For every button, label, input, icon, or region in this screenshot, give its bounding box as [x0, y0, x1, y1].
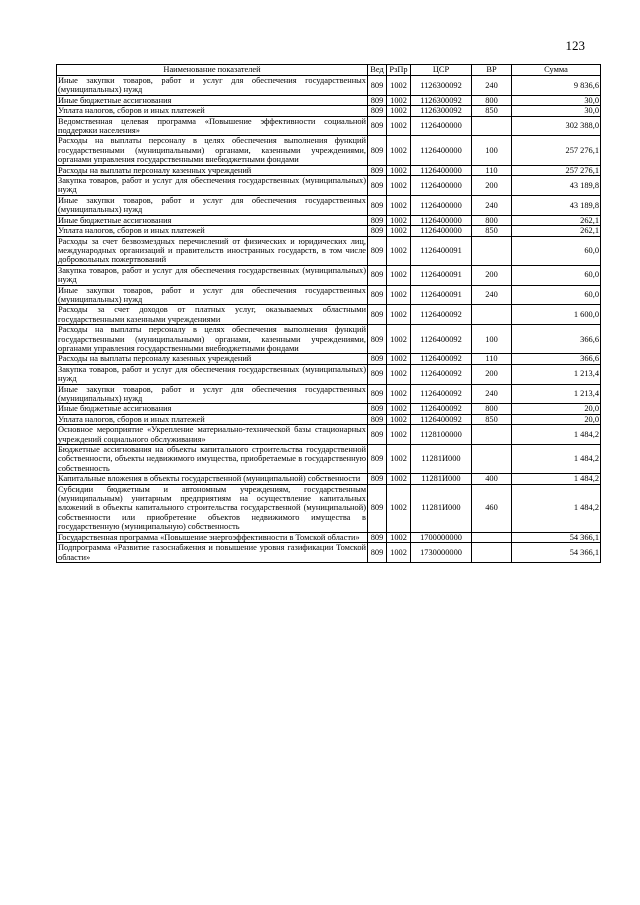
- table-row: [57, 484, 601, 532]
- cell-name: Закупка товаров, работ и услуг для обеспечения государственных (муниципальных) нужд: [58, 364, 366, 384]
- cell-vr: [472, 236, 512, 265]
- cell-csr: 1126400000: [411, 226, 472, 236]
- budget-table: [56, 64, 601, 563]
- table-row: [57, 305, 601, 325]
- header-name: Наименование показателей: [57, 65, 368, 76]
- cell-rzpr: 1002: [387, 106, 411, 116]
- table-row: [57, 116, 601, 136]
- cell-name: Уплата налогов, сборов и иных платежей: [57, 414, 368, 424]
- cell-ved: 809: [368, 215, 387, 225]
- cell-sum: 60,0: [512, 265, 601, 285]
- cell-sum: 30,0: [512, 95, 601, 105]
- cell-vr: 460: [472, 484, 512, 532]
- cell-csr: 1126300092: [411, 76, 472, 96]
- cell-rzpr: 1002: [387, 226, 411, 236]
- table-row: [57, 236, 601, 265]
- cell-sum: 60,0: [512, 285, 601, 305]
- cell-name: Иные закупки товаров, работ и услуг для обеспечения государственных (муниципальных) нужд: [58, 195, 366, 215]
- cell-vr: [472, 445, 512, 474]
- cell-rzpr: 1002: [387, 136, 411, 165]
- cell-sum: 1 213,4: [512, 364, 601, 384]
- cell-sum: 43 189,8: [512, 176, 601, 196]
- cell-rzpr: 1002: [387, 95, 411, 105]
- cell-rzpr: 1002: [387, 425, 411, 445]
- cell-vr: [472, 543, 512, 563]
- header-rzpr: РзПр: [387, 65, 411, 76]
- table-row: [57, 226, 601, 236]
- cell-rzpr: 1002: [387, 354, 411, 364]
- cell-rzpr: 1002: [387, 236, 411, 265]
- cell-ved: 809: [368, 404, 387, 414]
- cell-name: Иные закупки товаров, работ и услуг для обеспечения государственных (муниципальных) нужд: [58, 285, 366, 304]
- page-number: 123: [565, 38, 585, 53]
- cell-vr: 200: [472, 176, 512, 196]
- cell-ved: 809: [368, 285, 387, 305]
- cell-csr: 1126400091: [411, 236, 472, 265]
- cell-name: Расходы за счет доходов от платных услуг, оказываемых областными государственными казенными учреждениями: [58, 305, 366, 324]
- cell-vr: 850: [472, 414, 512, 424]
- cell-ved: 809: [368, 445, 387, 474]
- cell-sum: 257 276,1: [512, 165, 601, 175]
- cell-sum: 20,0: [512, 414, 601, 424]
- cell-vr: 800: [472, 215, 512, 225]
- cell-sum: 1 484,2: [512, 474, 601, 484]
- cell-csr: 1126300092: [411, 106, 472, 116]
- cell-sum: 1 600,0: [512, 305, 601, 325]
- cell-csr: 1126400092: [411, 384, 472, 404]
- table-row: [57, 325, 601, 354]
- cell-rzpr: 1002: [387, 215, 411, 225]
- cell-vr: 240: [472, 285, 512, 305]
- cell-csr: 1126400091: [411, 265, 472, 285]
- cell-sum: 54 366,1: [512, 532, 601, 542]
- table-row: [57, 404, 601, 414]
- cell-csr: 1126400000: [411, 176, 472, 196]
- cell-rzpr: 1002: [387, 404, 411, 414]
- cell-vr: 110: [472, 354, 512, 364]
- cell-name: Бюджетные ассигнования на объекты капитального строительства государственной собственности, объекты недвижимого имущества, приобретаемые в государственную собственность: [58, 445, 366, 473]
- cell-csr: 1126400091: [411, 285, 472, 305]
- cell-rzpr: 1002: [387, 176, 411, 196]
- cell-ved: 809: [368, 95, 387, 105]
- cell-csr: 1128100000: [411, 425, 472, 445]
- cell-csr: 1126400000: [411, 116, 472, 136]
- cell-ved: 809: [368, 414, 387, 424]
- cell-name: Подпрограмма «Развитие газоснабжения и повышение уровня газификации Томской области»: [58, 543, 366, 562]
- table-row: [57, 445, 601, 474]
- cell-ved: 809: [368, 364, 387, 384]
- cell-name: Государственная программа «Повышение энергоэффективности в Томской области»: [57, 532, 368, 542]
- cell-ved: 809: [368, 425, 387, 445]
- cell-name: Уплата налогов, сборов и иных платежей: [57, 226, 368, 236]
- table-row: [57, 106, 601, 116]
- cell-name: Ведомственная целевая программа «Повышение эффективности социальной поддержки населения»: [58, 116, 366, 136]
- cell-vr: 240: [472, 76, 512, 96]
- cell-name: Иные бюджетные ассигнования: [57, 95, 368, 105]
- cell-name: Расходы на выплаты персоналу казенных учреждений: [57, 165, 368, 175]
- table-row: [57, 543, 601, 563]
- cell-vr: 800: [472, 404, 512, 414]
- cell-sum: 1 213,4: [512, 384, 601, 404]
- cell-rzpr: 1002: [387, 474, 411, 484]
- cell-csr: 1126400000: [411, 165, 472, 175]
- cell-name: Уплата налогов, сборов и иных платежей: [57, 106, 368, 116]
- cell-sum: 1 484,2: [512, 425, 601, 445]
- cell-ved: 809: [368, 474, 387, 484]
- cell-vr: [472, 532, 512, 542]
- table-row: [57, 176, 601, 196]
- header-sum: Сумма: [512, 65, 601, 76]
- header-ved: Вед: [368, 65, 387, 76]
- cell-rzpr: 1002: [387, 285, 411, 305]
- cell-name: Иные бюджетные ассигнования: [57, 215, 368, 225]
- cell-name: Расходы на выплаты персоналу в целях обеспечения выполнения функций государственными (муниципальными) органами, казенными учреждениями, органами управления государственными внебюджетными фондами: [58, 136, 366, 165]
- cell-ved: 809: [368, 354, 387, 364]
- cell-sum: 1 484,2: [512, 484, 601, 532]
- cell-name: Закупка товаров, работ и услуг для обеспечения государственных (муниципальных) нужд: [58, 176, 366, 195]
- cell-ved: 809: [368, 236, 387, 265]
- cell-vr: 110: [472, 165, 512, 175]
- table-row: [57, 474, 601, 484]
- cell-rzpr: 1002: [387, 165, 411, 175]
- cell-name: Субсидии бюджетным и автономным учреждениям, государственным (муниципальным) унитарным предприятиям на осуществление капитальных вложений в объекты капитального строительства государственной (муниципальной) собственности или приобретение объектов недвижимого имущества в государственную (муниципальную) собственность: [58, 484, 366, 532]
- cell-name: Иные закупки товаров, работ и услуг для обеспечения государственных (муниципальных) нужд: [58, 384, 366, 403]
- cell-ved: 809: [368, 325, 387, 354]
- cell-sum: 302 388,0: [512, 116, 601, 136]
- cell-sum: 262,1: [512, 215, 601, 225]
- cell-csr: 1126400092: [411, 325, 472, 354]
- cell-sum: 366,6: [512, 325, 601, 354]
- cell-csr: 11281И000: [411, 445, 472, 474]
- cell-vr: 850: [472, 106, 512, 116]
- cell-rzpr: 1002: [387, 76, 411, 96]
- cell-rzpr: 1002: [387, 484, 411, 532]
- cell-csr: 1126400092: [411, 414, 472, 424]
- table-row: [57, 215, 601, 225]
- table-row: [57, 414, 601, 424]
- cell-csr: 1126400000: [411, 136, 472, 165]
- cell-vr: 240: [472, 384, 512, 404]
- cell-csr: 1700000000: [411, 532, 472, 542]
- cell-vr: 200: [472, 265, 512, 285]
- cell-vr: [472, 116, 512, 136]
- cell-sum: 1 484,2: [512, 445, 601, 474]
- cell-vr: 100: [472, 136, 512, 165]
- cell-vr: 100: [472, 325, 512, 354]
- header-csr: ЦСР: [411, 65, 472, 76]
- cell-name: Расходы за счет безвозмездных перечислений от физических и юридических лиц, международных организаций и правительств иностранных государств, в том числе добровольных пожертвований: [58, 236, 366, 265]
- table-row: [57, 532, 601, 542]
- cell-rzpr: 1002: [387, 532, 411, 542]
- cell-rzpr: 1002: [387, 445, 411, 474]
- cell-sum: 60,0: [512, 236, 601, 265]
- table-row: [57, 384, 601, 404]
- cell-csr: 1730000000: [411, 543, 472, 563]
- table-row: [57, 425, 601, 445]
- cell-ved: 809: [368, 305, 387, 325]
- table-row: [57, 364, 601, 384]
- cell-ved: 809: [368, 165, 387, 175]
- cell-rzpr: 1002: [387, 325, 411, 354]
- cell-ved: 809: [368, 136, 387, 165]
- cell-ved: 809: [368, 176, 387, 196]
- cell-rzpr: 1002: [387, 305, 411, 325]
- cell-sum: 9 836,6: [512, 76, 601, 96]
- cell-ved: 809: [368, 226, 387, 236]
- cell-sum: 262,1: [512, 226, 601, 236]
- cell-vr: [472, 425, 512, 445]
- cell-ved: 809: [368, 76, 387, 96]
- cell-rzpr: 1002: [387, 543, 411, 563]
- cell-name: Иные закупки товаров, работ и услуг для обеспечения государственных (муниципальных) нужд: [58, 76, 366, 95]
- cell-rzpr: 1002: [387, 364, 411, 384]
- cell-rzpr: 1002: [387, 195, 411, 215]
- cell-sum: 366,6: [512, 354, 601, 364]
- cell-ved: 809: [368, 484, 387, 532]
- cell-sum: 43 189,8: [512, 195, 601, 215]
- table-row: [57, 165, 601, 175]
- cell-ved: 809: [368, 384, 387, 404]
- cell-csr: 11281И000: [411, 484, 472, 532]
- table-header-row: [57, 65, 601, 76]
- cell-csr: 1126400092: [411, 364, 472, 384]
- cell-sum: 54 366,1: [512, 543, 601, 563]
- table-row: [57, 285, 601, 305]
- cell-vr: 850: [472, 226, 512, 236]
- table-body: [57, 76, 601, 563]
- cell-ved: 809: [368, 532, 387, 542]
- cell-vr: 200: [472, 364, 512, 384]
- cell-sum: 20,0: [512, 404, 601, 414]
- cell-name: Основное мероприятие «Укрепление материально-технической базы стационарных учреждений социального обслуживания»: [58, 425, 366, 444]
- cell-name: Расходы на выплаты персоналу казенных учреждений: [57, 354, 368, 364]
- cell-sum: 30,0: [512, 106, 601, 116]
- cell-vr: 240: [472, 195, 512, 215]
- cell-vr: 800: [472, 95, 512, 105]
- table-row: [57, 95, 601, 105]
- cell-name: Иные бюджетные ассигнования: [57, 404, 368, 414]
- table-row: [57, 265, 601, 285]
- cell-rzpr: 1002: [387, 265, 411, 285]
- cell-ved: 809: [368, 106, 387, 116]
- cell-csr: 1126400092: [411, 305, 472, 325]
- table-row: [57, 195, 601, 215]
- header-vr: ВР: [472, 65, 512, 76]
- cell-vr: 400: [472, 474, 512, 484]
- cell-vr: [472, 305, 512, 325]
- cell-csr: 11281И000: [411, 474, 472, 484]
- cell-csr: 1126400000: [411, 215, 472, 225]
- cell-csr: 1126400092: [411, 354, 472, 364]
- cell-rzpr: 1002: [387, 116, 411, 136]
- cell-ved: 809: [368, 116, 387, 136]
- cell-ved: 809: [368, 195, 387, 215]
- cell-ved: 809: [368, 543, 387, 563]
- table-row: [57, 76, 601, 96]
- cell-name: Расходы на выплаты персоналу в целях обеспечения выполнения функций государственными (муниципальными) органами, казенными учреждениями, органами управления государственными внебюджетными фондами: [58, 325, 366, 353]
- cell-rzpr: 1002: [387, 384, 411, 404]
- cell-sum: 257 276,1: [512, 136, 601, 165]
- cell-name: Закупка товаров, работ и услуг для обеспечения государственных (муниципальных) нужд: [58, 265, 366, 285]
- cell-csr: 1126400092: [411, 404, 472, 414]
- table-row: [57, 136, 601, 165]
- table-row: [57, 354, 601, 364]
- cell-ved: 809: [368, 265, 387, 285]
- cell-rzpr: 1002: [387, 414, 411, 424]
- cell-csr: 1126400000: [411, 195, 472, 215]
- cell-csr: 1126300092: [411, 95, 472, 105]
- cell-name: Капитальные вложения в объекты государственной (муниципальной) собственности: [57, 474, 368, 484]
